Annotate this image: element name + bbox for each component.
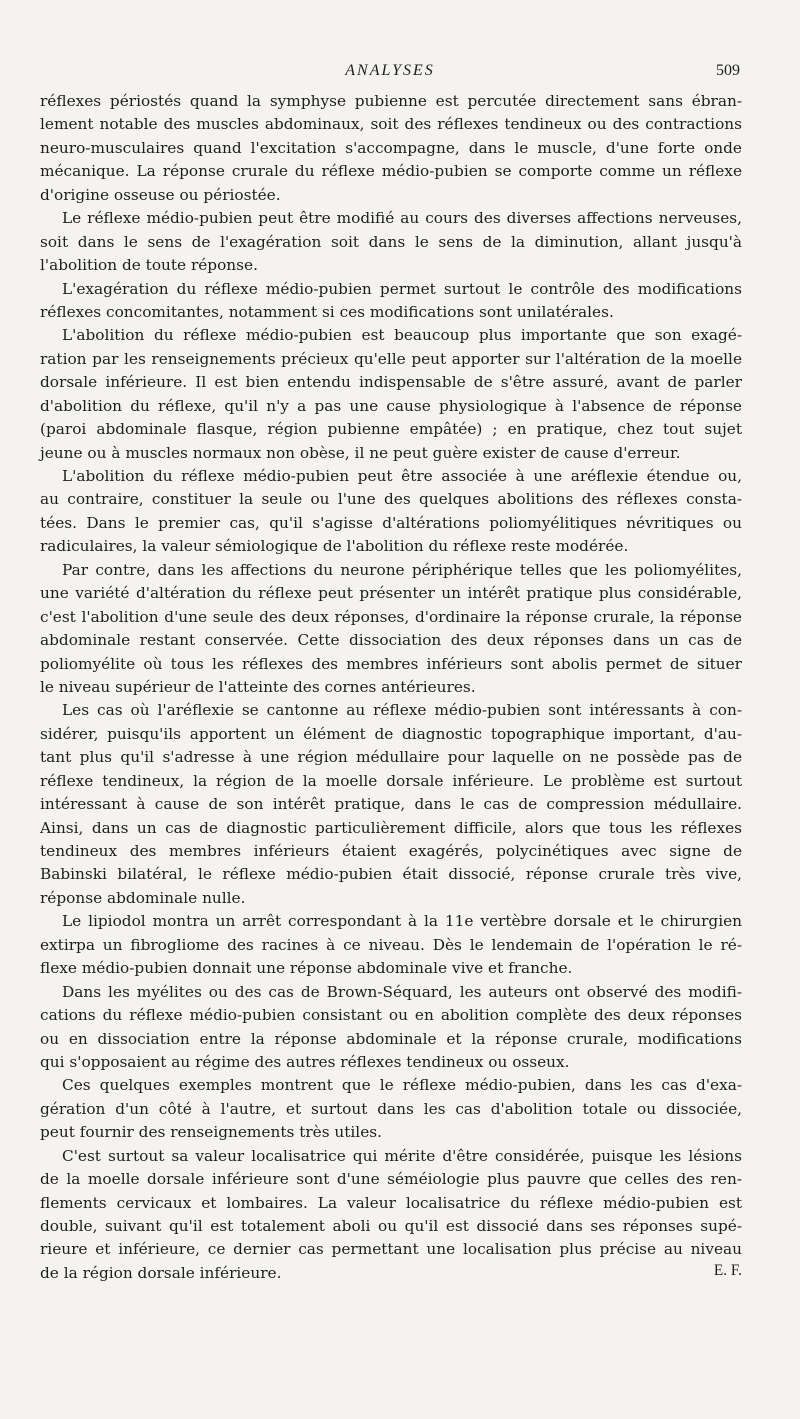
text-line: soit dans le sens de l'exagération soit dans le sens de la diminution, allant jusqu'à (40, 232, 742, 251)
text-line: réflexes concomitantes, notamment si ces modifications sont unilatérales. (40, 302, 614, 321)
text-line: Par contre, dans les affections du neurone périphérique telles que les poliomyélites, (62, 560, 742, 579)
text-line: gération d'un côté à l'autre, et surtout dans les cas d'abolition totale ou dissociée, (40, 1099, 742, 1118)
text-line: tant plus qu'il s'adresse à une région médullaire pour laquelle on ne possède pas de (40, 748, 742, 767)
text-line: c'est l'abolition d'une seule des deux réponses, d'ordinaire la réponse crurale, la réponse (40, 607, 742, 626)
running-head: ANALYSES (345, 62, 435, 79)
text-line: ou en dissociation entre la réponse abdominale et la réponse crurale, modifications (40, 1029, 742, 1048)
author-signature: E. F. (713, 1261, 742, 1279)
text-line: peut fournir des renseignements très utiles. (40, 1123, 382, 1142)
page-number: 509 (716, 62, 740, 79)
text-line: cations du réflexe médio-pubien consistant ou en abolition complète des deux réponses (40, 1006, 742, 1025)
text-line: réflexe tendineux, la région de la moelle dorsale inférieure. Le problème est surtout (40, 771, 742, 790)
text-line: réponse abdominale nulle. (40, 888, 246, 907)
text-line: lement notable des muscles abdominaux, soit des réflexes tendineux ou des contractions (40, 115, 742, 134)
text-line: double, suivant qu'il est totalement aboli ou qu'il est dissocié dans ses réponses supé- (40, 1217, 742, 1235)
text-line: Le lipiodol montra un arrêt correspondant à la 11e vertèbre dorsale et le chirurgien (62, 912, 742, 931)
text-line: L'abolition du réflexe médio-pubien peut être associée à une aréflexie étendue ou, (62, 467, 742, 485)
text-line: rieure et inférieure, ce dernier cas permettant une localisation plus précise au niveau (40, 1240, 742, 1259)
text-line: intéressant à cause de son intérêt pratique, dans le cas de compression médullaire. (40, 795, 742, 814)
text-line: L'exagération du réflexe médio-pubien permet surtout le contrôle des modifications (62, 279, 742, 298)
text-line: Les cas où l'aréflexie se cantonne au réflexe médio-pubien sont intéressants à con- (62, 701, 742, 720)
text-line: abdominale restant conservée. Cette dissociation des deux réponses dans un cas de (40, 631, 742, 650)
text-line: Le réflexe médio-pubien peut être modifié au cours des diverses affections nerveuses, (62, 209, 742, 228)
text-line: Dans les myélites ou des cas de Brown-Séquard, les auteurs ont observé des modifi- (62, 982, 742, 1001)
text-line: dorsale inférieure. Il est bien entendu indispensable de s'être assuré, avant de parler (40, 373, 742, 392)
text-line: tées. Dans le premier cas, qu'il s'agisse d'altérations poliomyélitiques névritiques ou (40, 513, 742, 532)
text-line: l'abolition de toute réponse. (40, 256, 258, 275)
text-line: poliomyélite où tous les réflexes des membres inférieurs sont abolis permet de situer (40, 654, 742, 673)
text-line: mécanique. La réponse crurale du réflexe médio-pubien se comporte comme un réflexe (40, 162, 742, 181)
article-body (40, 90, 742, 1285)
text-line: flexe médio-pubien donnait une réponse abdominale vive et franche. (40, 959, 573, 978)
text-line: de la région dorsale inférieure. (40, 1263, 282, 1282)
text-line: C'est surtout sa valeur localisatrice qui mérite d'être considérée, puisque les lésions (62, 1146, 742, 1165)
text-line: extirpa un fibrogliome des racines à ce niveau. Dès le lendemain de l'opération le ré- (40, 935, 742, 954)
text-line: Ces quelques exemples montrent que le réflexe médio-pubien, dans les cas d'exa- (62, 1076, 742, 1095)
text-line: de la moelle dorsale inférieure sont d'une séméiologie plus pauvre que celles des ren- (40, 1170, 742, 1189)
text-line: flements cervicaux et lombaires. La valeur localisatrice du réflexe médio-pubien est (40, 1193, 742, 1212)
text-line: réflexes périostés quand la symphyse pubienne est percutée directement sans ébran- (40, 92, 742, 110)
text-line: d'origine osseuse ou périostée. (40, 185, 281, 204)
text-line: tendineux des membres inférieurs étaient exagérés, polycinétiques avec signe de (40, 842, 742, 860)
text-line: qui s'opposaient au régime des autres réflexes tendineux ou osseux. (40, 1052, 570, 1071)
text-line: d'abolition du réflexe, qu'il n'y a pas une cause physiologique à l'absence de réponse (40, 396, 742, 415)
text-line: jeune ou à muscles normaux non obèse, il ne peut guère exister de cause d'erreur. (40, 443, 681, 462)
page-header (40, 58, 740, 84)
text-line: le niveau supérieur de l'atteinte des cornes antérieures. (40, 677, 476, 696)
text-line: (paroi abdominale flasque, région pubienne empâtée) ; en pratique, chez tout sujet (40, 420, 742, 439)
text-line: Babinski bilatéral, le réflexe médio-pubien était dissocié, réponse crurale très vive, (40, 865, 742, 884)
text-line: neuro-musculaires quand l'excitation s'accompagne, dans le muscle, d'une forte onde (40, 138, 742, 157)
text-line: ration par les renseignements précieux qu'elle peut apporter sur l'altération de la moelle (40, 349, 742, 368)
text-line: une variété d'altération du réflexe peut présenter un intérêt pratique plus considérable, (40, 584, 742, 603)
text-line: L'abolition du réflexe médio-pubien est beaucoup plus importante que son exagé- (62, 326, 742, 345)
text-line: Ainsi, dans un cas de diagnostic particulièrement difficile, alors que tous les réflexes (40, 818, 742, 837)
text-line: sidérer, puisqu'ils apportent un élément de diagnostic topographique important, d'au- (40, 724, 742, 743)
text-line: au contraire, constituer la seule ou l'une des quelques abolitions des réflexes consta- (40, 490, 742, 509)
text-line: radiculaires, la valeur sémiologique de l'abolition du réflexe reste modérée. (40, 537, 629, 556)
